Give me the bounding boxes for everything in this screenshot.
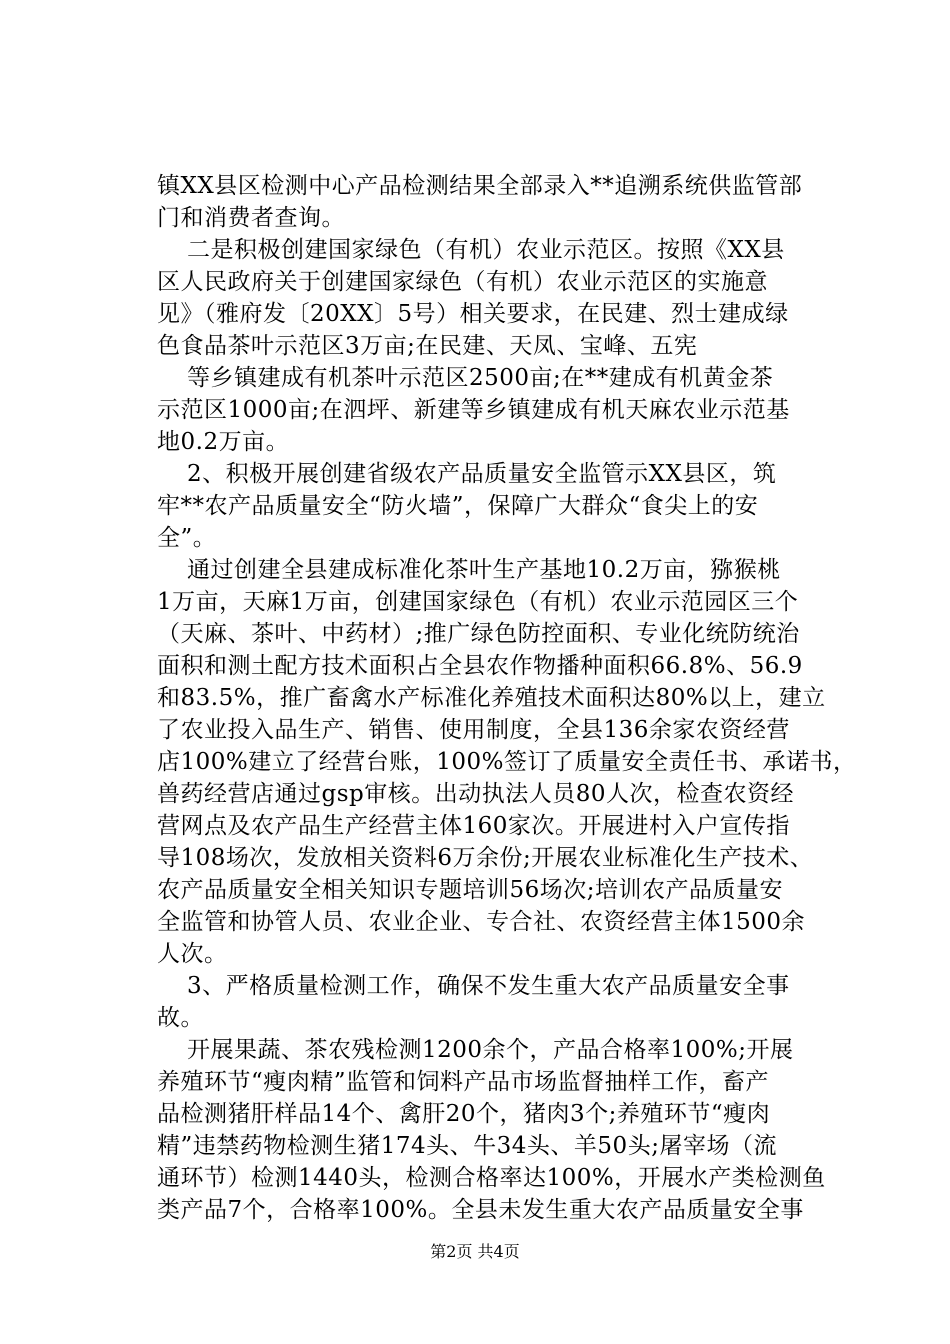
text-line: 类产品7个，合格率100%。全县未发生重大农产品质量安全事 <box>157 1197 804 1223</box>
text-line: 示范区1000亩;在泗坪、新建等乡镇建成有机天麻农业示范基 <box>157 397 790 423</box>
text-line: 导108场次，发放相关资料6万余份;开展农业标准化生产技术、 <box>157 845 814 871</box>
text-line: 镇XX县区检测中心产品检测结果全部录入**追溯系统供监管部 <box>157 173 803 199</box>
text-line: 了农业投入品生产、销售、使用制度，全县136余家农资经营 <box>157 717 790 743</box>
text-line: 农产品质量安全相关知识专题培训56场次;培训农产品质量安 <box>157 877 784 903</box>
text-line: 开展果蔬、茶农残检测1200余个，产品合格率100%;开展 <box>187 1037 794 1063</box>
text-line: 养殖环节“瘦肉精”监管和饲料产品市场监督抽样工作，畜产 <box>157 1069 770 1095</box>
text-line: 品检测猪肝样品14个、禽肝20个，猪肉3个;养殖环节“瘦肉 <box>157 1101 771 1127</box>
text-line: 营网点及农产品生产经营主体160家次。开展进村入户宣传指 <box>157 813 790 839</box>
text-line: 区人民政府关于创建国家绿色（有机）农业示范区的实施意 <box>157 269 768 295</box>
text-line: 兽药经营店通过gsp审核。出动执法人员80人次，检查农资经 <box>157 781 795 807</box>
text-line: 地0.2万亩。 <box>157 429 290 455</box>
text-line: 全监管和协管人员、农业企业、专合社、农资经营主体1500余 <box>157 909 806 935</box>
text-line: 2、积极开展创建省级农产品质量安全监管示XX县区，筑 <box>187 461 777 487</box>
text-line: 面积和测土配方技术面积占全县农作物播种面积66.8%、56.9 <box>157 653 803 679</box>
page-footer: 第2页 共4页 <box>430 1242 520 1261</box>
text-line: 3、严格质量检测工作，确保不发生重大农产品质量安全事 <box>187 973 790 999</box>
text-line: 门和消费者查询。 <box>157 205 345 231</box>
text-line: 等乡镇建成有机茶叶示范区2500亩;在**建成有机黄金茶 <box>187 365 774 391</box>
text-line: 故。 <box>157 1005 204 1031</box>
text-line: 和83.5%，推广畜禽水产标准化养殖技术面积达80%以上，建立 <box>157 685 826 711</box>
document-body <box>157 170 857 1226</box>
text-line: 通过创建全县建成标准化茶叶生产基地10.2万亩，猕猴桃 <box>187 557 781 583</box>
text-line: 色食品茶叶示范区3万亩;在民建、天凤、宝峰、五宪 <box>157 333 698 359</box>
text-line: 店100%建立了经营台账，100%签订了质量安全责任书、承诺书， <box>157 749 857 775</box>
text-line: 见》（雅府发〔20XX〕5号）相关要求，在民建、烈士建成绿 <box>157 301 789 327</box>
text-line: 人次。 <box>157 941 228 967</box>
text-line: 牢**农产品质量安全“防火墙”，保障广大群众“食尖上的安 <box>157 493 759 519</box>
text-line: （天麻、茶叶、中药材）;推广绿色防控面积、专业化统防统治 <box>157 621 800 647</box>
text-line: 全”。 <box>157 525 217 551</box>
text-line: 通环节）检测1440头，检测合格率达100%，开展水产类检测鱼 <box>157 1165 826 1191</box>
text-line: 二是积极创建国家绿色（有机）农业示范区。按照《XX县 <box>187 237 785 263</box>
text-line: 精”违禁药物检测生猪174头、牛34头、羊50头;屠宰场（流 <box>157 1133 777 1159</box>
text-line: 1万亩，天麻1万亩，创建国家绿色（有机）农业示范园区三个 <box>157 589 799 615</box>
